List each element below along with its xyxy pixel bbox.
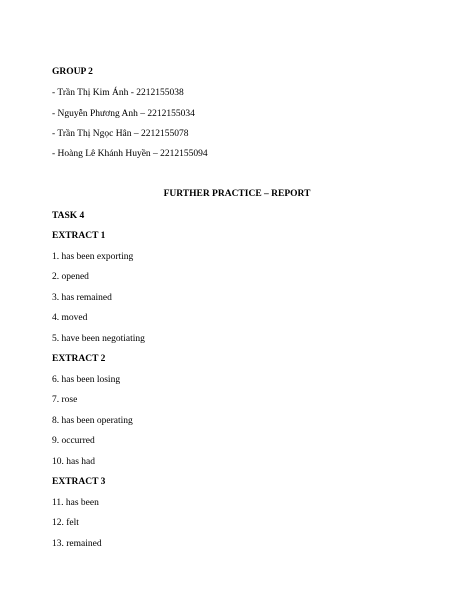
answer-item: 8. has been operating: [52, 416, 133, 426]
report-title: FURTHER PRACTICE – REPORT: [163, 189, 311, 199]
extract-title: EXTRACT 1: [52, 231, 106, 241]
group-title: GROUP 2: [52, 67, 93, 77]
group-member: - Nguyễn Phương Anh – 2212155034: [52, 109, 195, 119]
group-member: - Trần Thị Ngọc Hân – 2212155078: [52, 129, 189, 139]
answer-item: 3. has remained: [52, 293, 112, 303]
answer-item: 4. moved: [52, 313, 88, 323]
answer-item: 5. have been negotiating: [52, 334, 145, 344]
extract-title: EXTRACT 3: [52, 477, 106, 487]
answer-item: 10. has had: [52, 457, 96, 467]
group-member: - Trần Thị Kim Ánh - 2212155038: [52, 88, 184, 98]
extract-title: EXTRACT 2: [52, 354, 106, 364]
answer-item: 6. has been losing: [52, 375, 121, 385]
answer-item: 7. rose: [52, 395, 78, 405]
answer-item: 9. occurred: [52, 436, 95, 446]
group-member: - Hoàng Lê Khánh Huyền – 2212155094: [52, 149, 208, 159]
answer-item: 2. opened: [52, 272, 89, 282]
answer-item: 13. remained: [52, 539, 102, 549]
task-title: TASK 4: [52, 211, 85, 221]
answer-item: 12. felt: [52, 518, 79, 528]
answer-item: 1. has been exporting: [52, 252, 134, 262]
answer-item: 11. has been: [52, 498, 99, 508]
